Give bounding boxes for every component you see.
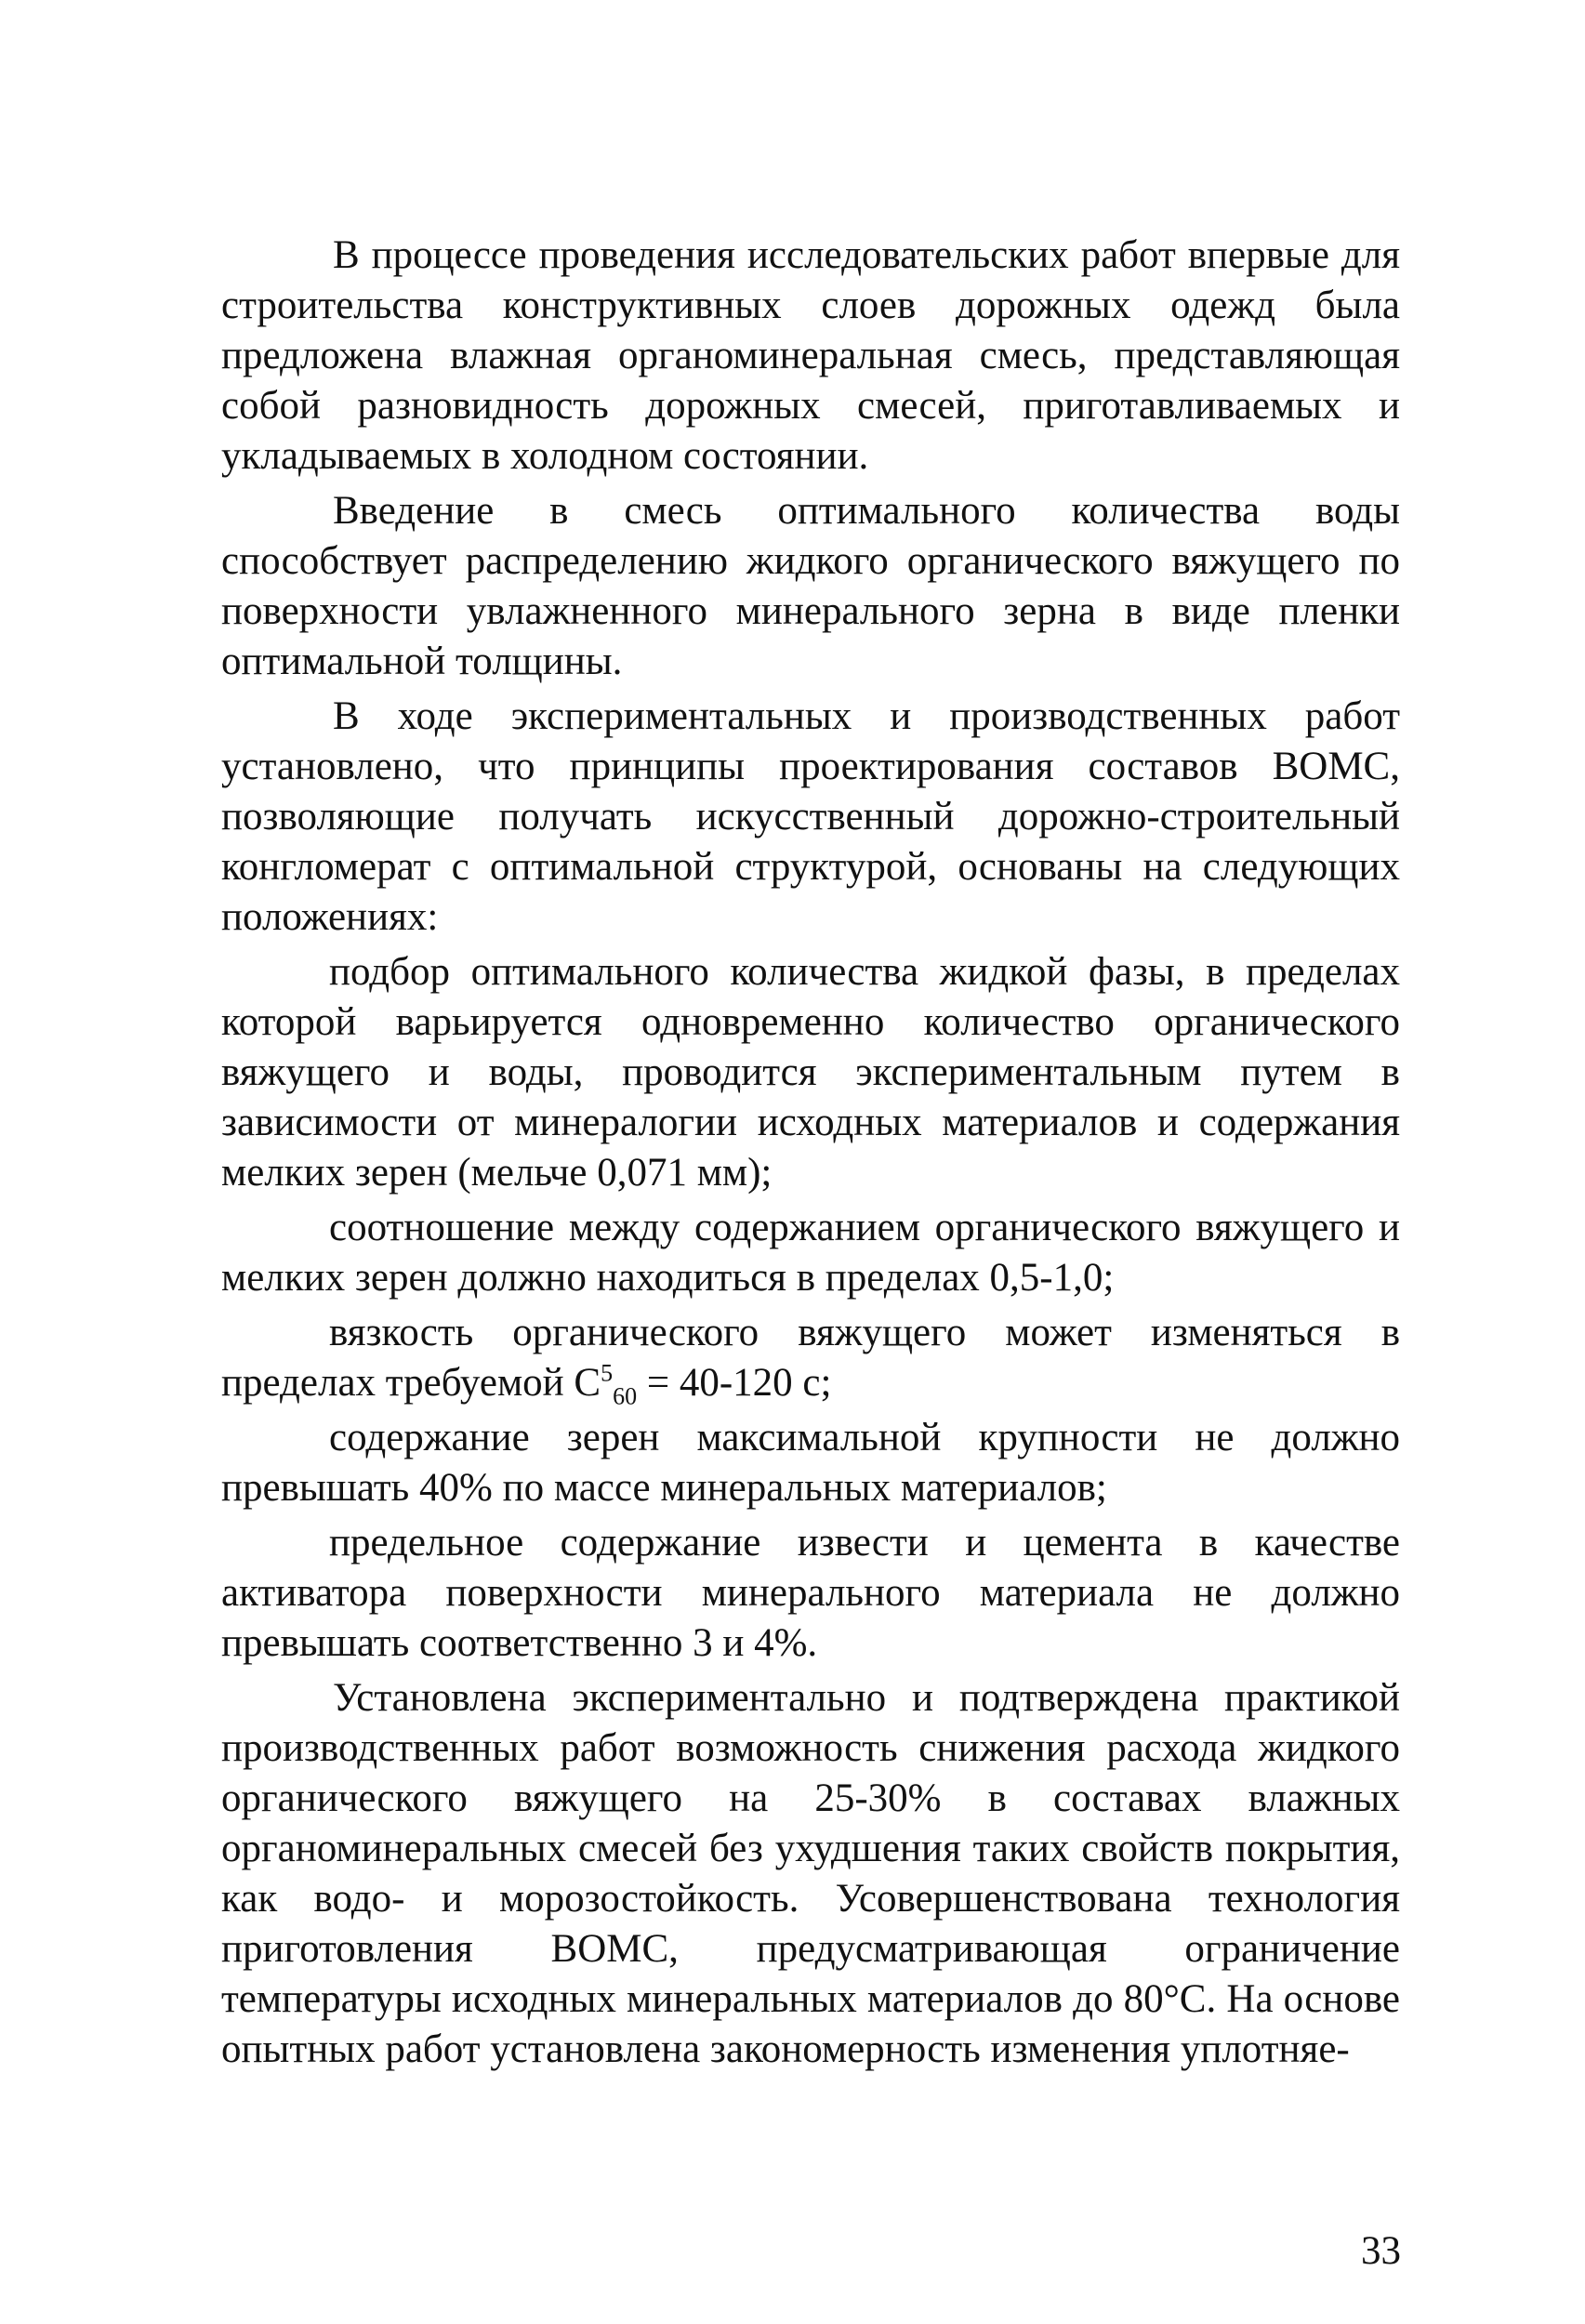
- list-item-liquid-phase: подбор оптимального количества жидкой фазы, в пределах которой варьируется одновременно количество органического вяжущего и воды, проводится экспериментальным путем в зависимости от минералогии исходных материалов и содержания мелких зерен (мельче 0,071 мм);: [221, 950, 1400, 1195]
- paragraph-principles: В ходе экспериментальных и производственных работ установлено, что принципы проектирования составов ВОМС, позволяющие получать искусственный дорожно-строительный конгломерат с оптимальной структурой, основаны на следующих положениях:: [221, 694, 1400, 939]
- viscosity-subscript: 60: [613, 1382, 638, 1410]
- list-item-activator: предельное содержание извести и цемента в качестве активатора поверхности минерального материала не должно превышать соответственно 3 и 4%.: [221, 1521, 1400, 1665]
- viscosity-text-before: вязкость органического вяжущего может изменяться в пределах требуемой С: [221, 1311, 1400, 1405]
- list-item-viscosity: [221, 1308, 1400, 1408]
- list-item-binder-ratio: соотношение между содержанием органического вяжущего и мелких зерен должно находиться в пределах 0,5-1,0;: [221, 1206, 1400, 1300]
- viscosity-text-after: = 40-120 с;: [637, 1361, 832, 1405]
- viscosity-superscript: 5: [601, 1359, 614, 1387]
- paragraph-water: Введение в смесь оптимального количества воды способствует распределению жидкого органического вяжущего по поверхности увлажненного минерального зерна в виде пленки оптимальной толщины.: [221, 489, 1400, 683]
- page-number: 33: [1361, 2229, 1401, 2273]
- page-body: [221, 231, 1400, 2080]
- list-item-grain-size: содержание зерен максимальной крупности не должно превышать 40% по массе минеральных материалов;: [221, 1416, 1400, 1510]
- paragraph-conclusion: Установлена экспериментально и подтверждена практикой производственных работ возможность снижения расхода жидкого органического вяжущего на 25-30% в составах влажных органоминеральных смесей без ухудшения таких свойств покрытия, как водо- и морозостойкость. Усовершенствована технология приготовления ВОМС, предусматривающая ограничение температуры исходных минеральных материалов до 80°С. На основе опытных работ установлена закономерность изменения уплотняе-: [221, 1676, 1400, 2071]
- paragraph-intro: В процессе проведения исследовательских работ впервые для строительства конструктивных слоев дорожных одежд была предложена влажная органоминеральная смесь, представляющая собой разновидность дорожных смесей, приготавливаемых и укладываемых в холодном состоянии.: [221, 233, 1400, 478]
